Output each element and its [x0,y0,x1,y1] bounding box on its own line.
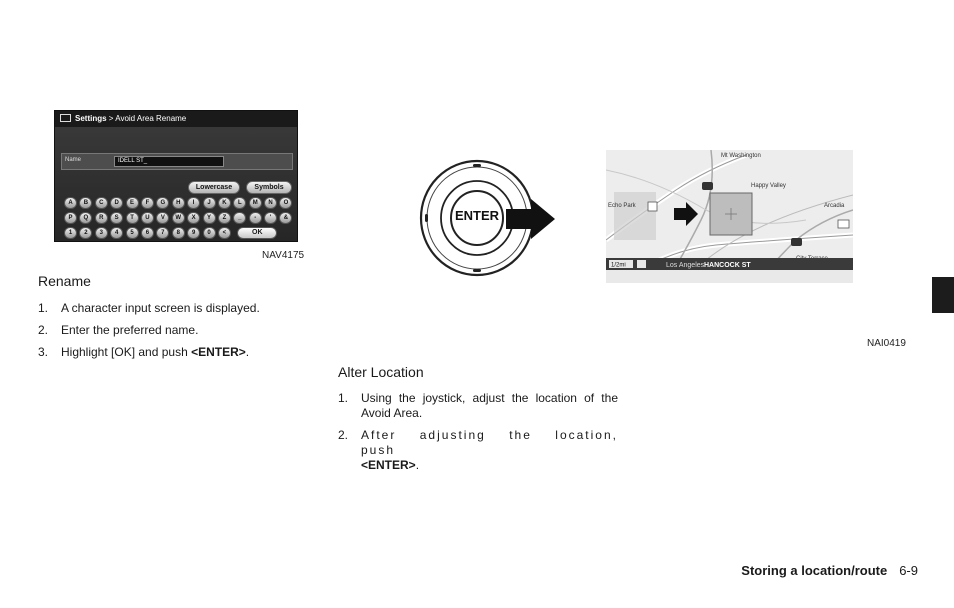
name-label: Name [65,157,82,163]
keyboard-key[interactable]: E [126,197,139,209]
keyboard-key[interactable]: K [218,197,231,209]
keyboard-key[interactable]: Z [218,212,231,224]
keyboard-key[interactable]: P [64,212,77,224]
list-item: 1. A character input screen is displayed. [38,301,260,315]
map-label: Los Angeles [666,262,705,269]
rename-heading: Rename [38,273,91,289]
list-item: 2. After adjusting the location, push <ENTER>. [338,428,618,472]
keyboard-key[interactable]: F [141,197,154,209]
keyboard-key[interactable]: 1 [64,227,77,239]
keyboard-key[interactable]: 6 [141,227,154,239]
keyboard-key[interactable]: I [187,197,200,209]
symbols-button[interactable]: Symbols [246,181,292,194]
keyboard-key[interactable]: R [95,212,108,224]
enter-button-label: ENTER [454,208,500,223]
character-keyboard [64,197,296,242]
nav-screen-image [54,110,298,242]
map-graphic [606,150,853,283]
map-street-name: HANCOCK ST [704,262,751,269]
keyboard-row [64,212,296,227]
page-footer [741,563,918,578]
keyboard-key[interactable]: 7 [156,227,169,239]
keyboard-key[interactable]: M [249,197,262,209]
figure-code-nav: NAV4175 [262,250,305,261]
keyboard-key[interactable]: ' [264,212,277,224]
keyboard-key[interactable]: O [279,197,292,209]
joystick-illustration [415,157,560,280]
keyboard-key[interactable]: 9 [187,227,200,239]
keyboard-key[interactable]: W [172,212,185,224]
keyboard-key[interactable]: 3 [95,227,108,239]
keyboard-key[interactable]: Y [203,212,216,224]
keyboard-key[interactable]: L [233,197,246,209]
enter-key-ref: <ENTER> [191,345,246,359]
keyboard-key[interactable]: N [264,197,277,209]
keyboard-key[interactable]: 8 [172,227,185,239]
keyboard-key[interactable]: A [64,197,77,209]
keyboard-key[interactable]: D [110,197,123,209]
keyboard-key[interactable]: 0 [203,227,216,239]
map-label: Mt Washington [721,153,761,159]
rename-steps [38,301,313,360]
list-item: 1. Using the joystick, adjust the location of the Avoid Area. [338,391,618,420]
keyboard-key[interactable]: _ [233,212,246,224]
keyboard-key[interactable]: B [79,197,92,209]
nav-screen-breadcrumb: > Avoid Area Rename [108,114,187,123]
keyboard-key[interactable]: Q [79,212,92,224]
keyboard-key[interactable]: J [203,197,216,209]
name-input[interactable]: IDELL ST_ [114,156,224,167]
map-label: Arcadia [824,203,845,209]
nav-screen-titlebar [55,111,297,127]
keyboard-key[interactable]: T [126,212,139,224]
name-input-row [61,153,293,170]
nav-screen-menu: Settings [75,114,107,123]
keyboard-key[interactable]: 4 [110,227,123,239]
keyboard-key[interactable]: U [141,212,154,224]
page-number: 6-9 [899,563,918,578]
map-label: Happy Valley [751,183,786,189]
keyboard-key[interactable]: 2 [79,227,92,239]
keyboard-key[interactable]: H [172,197,185,209]
keyboard-key[interactable]: V [156,212,169,224]
enter-key-ref: <ENTER> [361,458,416,472]
alter-location-steps [338,391,618,473]
ok-button[interactable]: OK [237,227,277,239]
map-scale: 1/2mi [611,262,626,269]
keyboard-key[interactable]: - [249,212,262,224]
figure-code-map: NAI0419 [867,338,906,349]
map-label: Echo Park [608,203,636,209]
keyboard-key[interactable]: 5 [126,227,139,239]
keyboard-key[interactable]: < [218,227,231,239]
footer-section-title: Storing a location/route [741,563,888,578]
list-item: 2. Enter the preferred name. [38,323,199,337]
map-screen-image [606,150,853,283]
section-tab-marker [932,277,954,313]
list-item: 3. Highlight [OK] and push <ENTER>. [38,345,250,359]
keyboard-row [64,197,296,212]
keyboard-key[interactable]: S [110,212,123,224]
lowercase-button[interactable]: Lowercase [188,181,240,194]
keyboard-key[interactable]: & [279,212,292,224]
keyboard-key[interactable]: X [187,212,200,224]
keyboard-key[interactable]: C [95,197,108,209]
keyboard-row [64,227,296,242]
alter-location-heading: Alter Location [338,364,424,380]
settings-menu-icon [60,114,71,122]
keyboard-key[interactable]: G [156,197,169,209]
